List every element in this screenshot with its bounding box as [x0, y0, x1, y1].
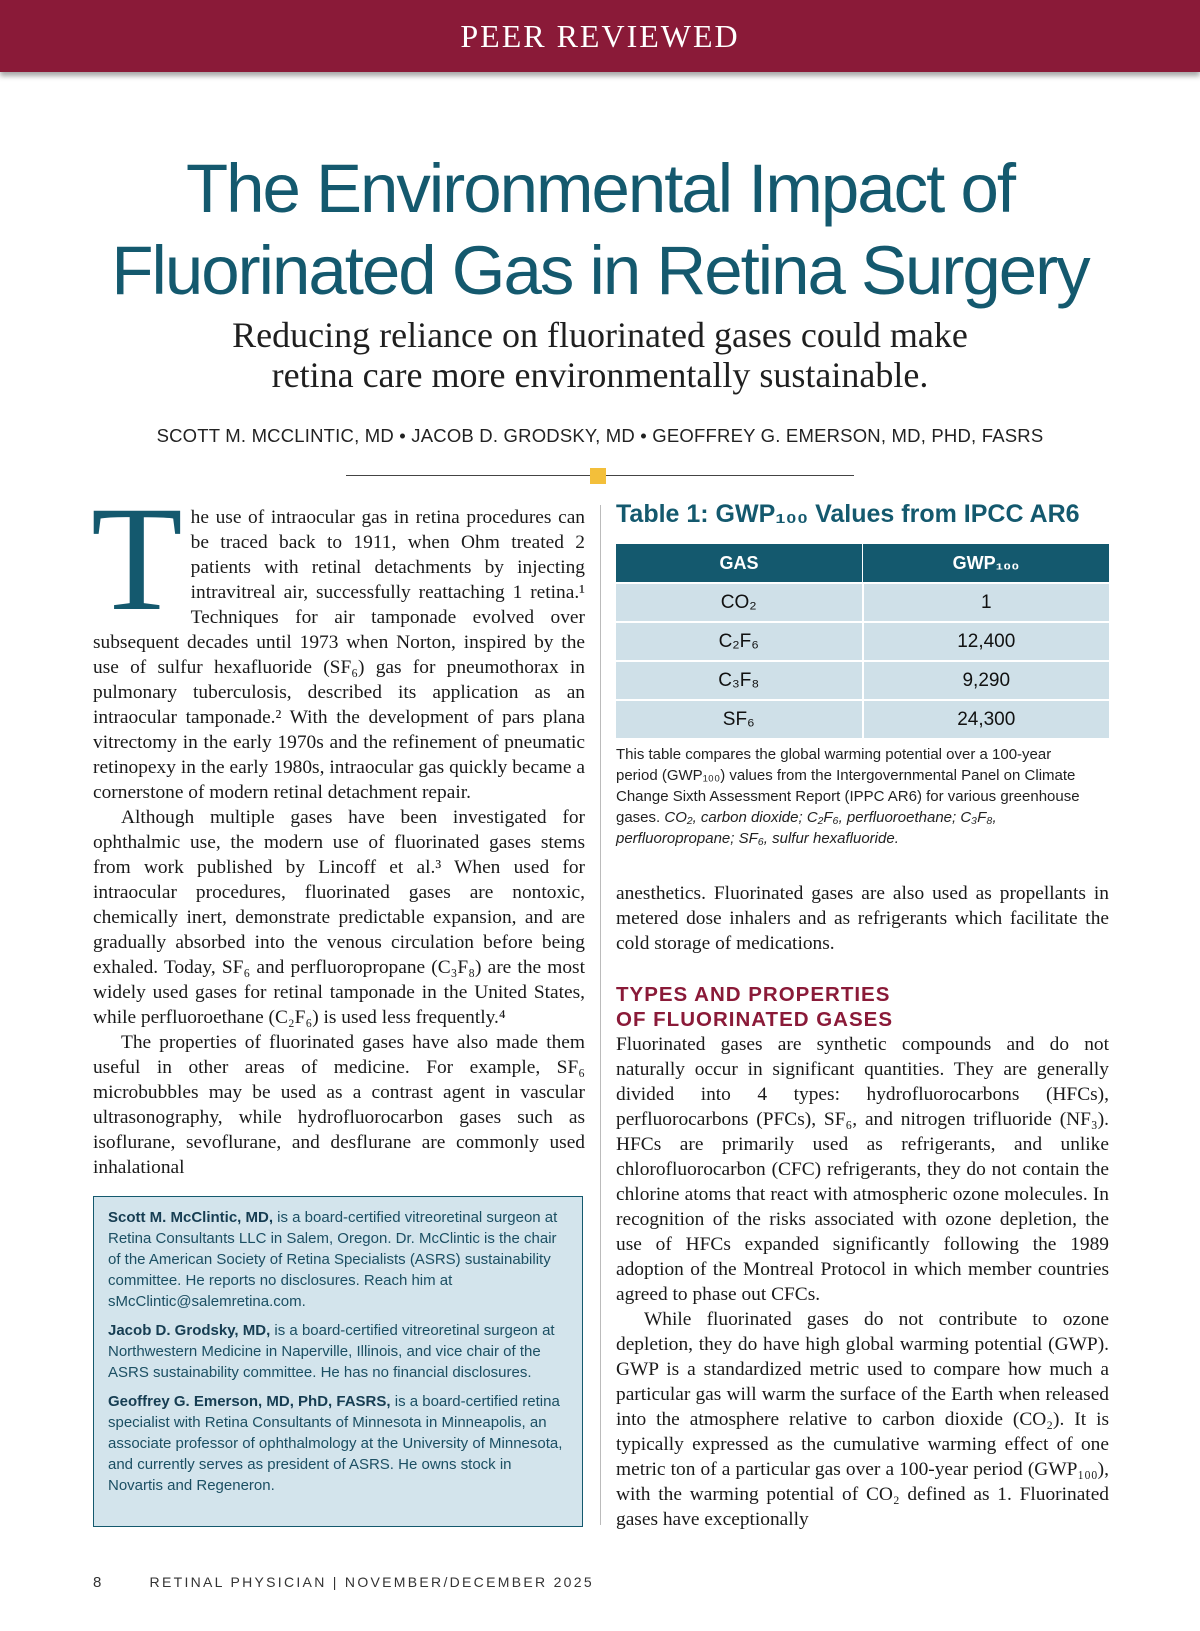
subtitle-line-1: Reducing reliance on fluorinated gases could make — [232, 315, 968, 355]
title-line-1: The Environmental Impact of — [185, 150, 1015, 227]
right-column-body — [616, 1032, 1109, 1532]
left-column-body — [91, 476, 585, 1180]
intro-paragraph-3: The properties of fluorinated gases have also made them useful in other areas of medicine. For example, SF₆ microbubbles may be used as a contrast agent in vascular ultrasonography, while hydrofluorocarbon gases such as isoflurane, sevoflurane, and desflurane are commonly used inhalational — [93, 1032, 585, 1178]
table-row — [616, 583, 1109, 622]
bio-entry — [108, 1207, 568, 1312]
table-caption — [616, 744, 1086, 849]
article-title — [60, 148, 1140, 312]
gas-cell: CO₂ — [616, 583, 863, 622]
caption-text: This table compares the global warming potential over a 100-year period (GWP₁₀₀) values from the Intergovernmental Panel on Climate Change Sixth Assessment Report (IPPC AR6) for various greenhouse gases. — [616, 746, 1080, 826]
gwp-cell: 24,300 — [863, 700, 1110, 738]
gas-cell: SF₆ — [616, 700, 863, 738]
column-rule — [600, 505, 601, 1525]
intro-paragraph-2: Although multiple gases have been investigated for ophthalmic use, the modern use of fluorinated gases stems from work published by Lincoff et al.³ When used for intraocular procedures, fluorinated gases are nontoxic, chemically inert, demonstrate predictable expansion, and are gradually absorbed into the venous circulation before being exhaled. Today, SF₆ and perfluoropropane (C₃F₈) are the most widely used gases for retinal tamponade in the United States, while perfluoroethane (C₂F₆) is used less frequently.⁴ — [93, 807, 585, 1028]
bio-entry — [108, 1320, 568, 1383]
section-heading-line-2: OF FLUORINATED GASES — [616, 1008, 894, 1031]
section-heading — [616, 982, 893, 1032]
author-line: SCOTT M. MCCLINTIC, MD • JACOB D. GRODSKY, MD • GEOFFREY G. EMERSON, MD, PHD, FASRS — [156, 425, 1044, 446]
caption-abbreviations: CO₂, carbon dioxide; C₂F₆, perfluoroethane; C₃F₈, perfluoropropane; SF₆, sulfur hexafluoride. — [616, 809, 997, 847]
bio-entry — [108, 1391, 568, 1496]
section-heading-line-1: TYPES AND PROPERTIES — [616, 983, 891, 1006]
bio-name: Geoffrey G. Emerson, MD, PhD, FASRS, — [108, 1393, 391, 1410]
bio-name: Jacob D. Grodsky, MD, — [108, 1322, 271, 1339]
gwp-cell: 1 — [863, 583, 1110, 622]
gwp-cell: 9,290 — [863, 661, 1110, 700]
gwp-table — [616, 544, 1109, 738]
header-gas: GAS — [616, 544, 863, 583]
bio-name: Scott M. McClintic, MD, — [108, 1209, 273, 1226]
table-row — [616, 661, 1109, 700]
bio-text: is a board-certified retina specialist with Retina Consultants of Minnesota in Minneapolis, an associate professor of ophthalmology at the University of Minnesota, and currently serves as president of ASRS. He owns stock in Novartis and Regeneron. — [108, 1393, 563, 1494]
table-header-row — [616, 544, 1109, 583]
page-number: 8 — [93, 1574, 102, 1591]
gas-cell: C₃F₈ — [616, 661, 863, 700]
subtitle-line-2: retina care more environmentally sustainable. — [271, 355, 929, 395]
header-gwp: GWP₁₀₀ — [863, 544, 1110, 583]
section-paragraph-1: Fluorinated gases are synthetic compounds and do not naturally occur in significant quantities. They are generally divided into 4 types: hydrofluorocarbons (HFCs), perfluorocarbons (PFCs), SF₆, and nitrogen trifluoride (NF₃). HFCs are primarily used as refrigerants, and unlike chlorofluorocarbon (CFC) refrigerants, they do not contain the chlorine atoms that react with atmospheric ozone molecules. In recognition of the risks associated with ozone depletion, the use of HFCs expanded significantly following the 1989 adoption of the Montreal Protocol in which member countries agreed to phase out CFCs. — [616, 1034, 1109, 1305]
divider-ornament — [590, 468, 606, 484]
gas-cell: C₂F₆ — [616, 622, 863, 661]
continuation-paragraph: anesthetics. Fluorinated gases are also used as propellants in metered dose inhalers and as refrigerants which facilitate the cold storage of medications. — [616, 883, 1109, 954]
author-bio-box — [93, 1196, 583, 1527]
section-paragraph-2: While fluorinated gases do not contribute to ozone depletion, they do have high global warming potential (GWP). GWP is a standardized metric used to compare how much a particular gas will warm the surface of the Earth when released into the atmosphere relative to carbon dioxide (CO₂). It is typically expressed as the cumulative warming effect of one metric ton of a particular gas over a 100-year period (GWP₁₀₀), with the warming potential of CO₂ defined as 1. Fluorinated gases have exceptionally — [616, 1309, 1109, 1530]
gwp-cell: 12,400 — [863, 622, 1110, 661]
table-title: Table 1: GWP₁₀₀ Values from IPCC AR6 — [616, 500, 1080, 528]
page-footer — [93, 1574, 594, 1591]
drop-cap: T — [91, 476, 183, 642]
intro-paragraph-1: he use of intraocular gas in retina procedures can be traced back to 1911, when Ohm treated 2 patients with retinal detachments by injecting intravitreal air, successfully reattaching 1 retina.¹ Techniques for air tamponade evolved over subsequent decades until 1973 when Norton, inspired by the use of sulfur hexafluoride (SF₆) gas for pneumothorax in pulmonary tuberculosis, described its application as an intraocular tamponade.² With the development of pars plana vitrectomy in the early 1970s and the refinement of pneumatic retinopexy in the early 1980s, intraocular gas quickly became a cornerstone of modern retinal detachment repair. — [93, 507, 585, 803]
bio-text: is a board-certified vitreoretinal surgeon at Retina Consultants LLC in Salem, Oregon. Dr. McClintic is the chair of the American Society of Retina Specialists (ASRS) sustainability committee. He reports no disclosures. Reach him at sMcClintic@salemretina.com. — [108, 1209, 558, 1310]
right-column-continuation — [616, 881, 1109, 956]
title-line-2: Fluorinated Gas in Retina Surgery — [111, 232, 1089, 309]
bio-text: is a board-certified vitreoretinal surgeon at Northwestern Medicine in Naperville, Illinois, and vice chair of the ASRS sustainability committee. He has no financial disclosures. — [108, 1322, 555, 1381]
journal-info: RETINAL PHYSICIAN | NOVEMBER/DECEMBER 2025 — [149, 1574, 594, 1590]
table-row — [616, 700, 1109, 738]
banner-label: PEER REVIEWED — [460, 17, 740, 54]
article-subtitle — [100, 315, 1100, 395]
section-banner — [0, 0, 1200, 72]
table-row — [616, 622, 1109, 661]
